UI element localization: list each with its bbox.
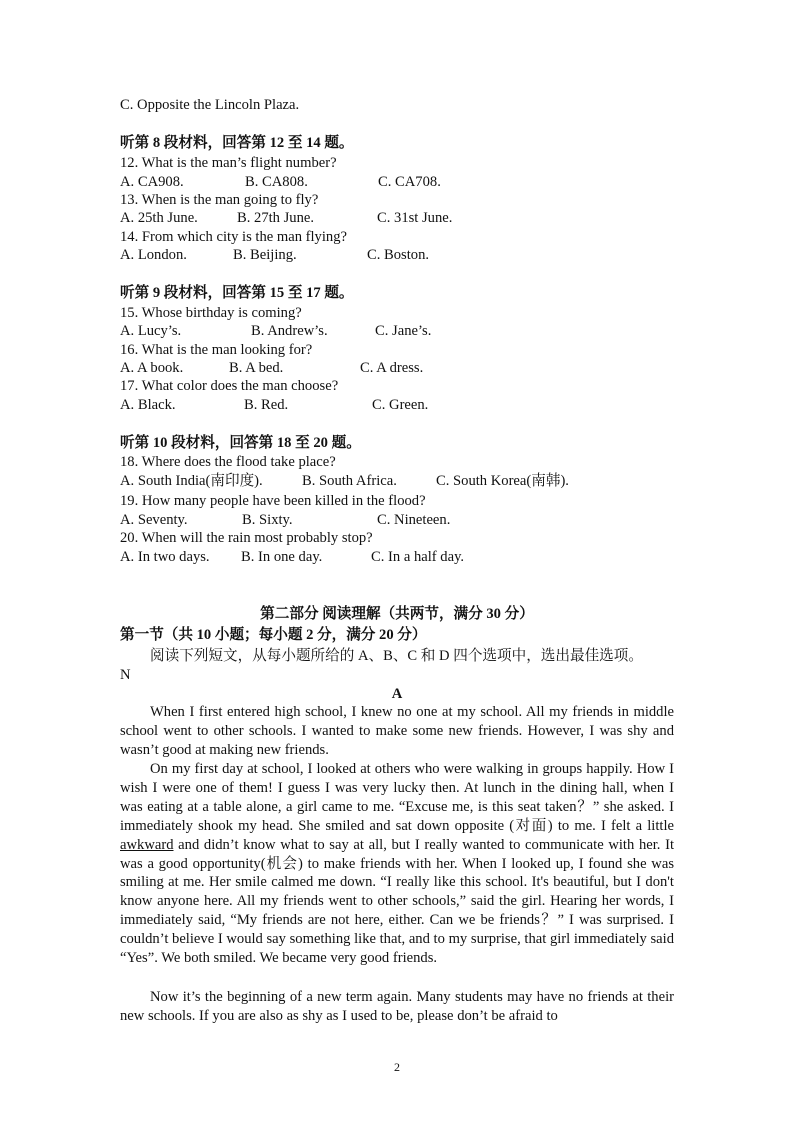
option-c: C. Green. [372, 397, 429, 413]
option-a: A. A book. [120, 360, 184, 376]
passage-paragraph-1 [120, 703, 674, 760]
option-a: A. In two days. [120, 549, 210, 565]
option-a: A. CA908. [120, 174, 184, 190]
option-a: A. London. [120, 247, 187, 263]
option-c: C. Jane’s. [375, 323, 432, 339]
instruction: 阅读下列短文，从每小题所给的 A、B、C 和 D 四个选项中，选出最佳选项。 [150, 648, 643, 664]
option-b: B. A bed. [229, 360, 284, 376]
question-20: 20. When will the rain most probably stop? [120, 530, 373, 546]
option-a: A. South India(南印度). [120, 473, 263, 489]
section-title: 第一节（共 10 小题；每小题 2 分，满分 20 分） [120, 627, 427, 643]
option-c: C. A dress. [360, 360, 424, 376]
option-c: C. South Korea(南韩). [436, 473, 569, 489]
marker: N [120, 667, 131, 683]
question-14: 14. From which city is the man flying? [120, 229, 347, 245]
option-b: B. Red. [244, 397, 289, 413]
question-19: 19. How many people have been killed in the flood? [120, 493, 426, 509]
question-16: 16. What is the man looking for? [120, 342, 313, 358]
paragraph-text: When I first entered high school, I knew no one at my school. All my friends in middle school went to other schools. I wanted to make some new friends. However, I was shy and wasn’t good at making new friends. [120, 704, 674, 758]
question-17: 17. What color does the man choose? [120, 378, 339, 394]
question-12: 12. What is the man’s flight number? [120, 155, 337, 171]
section-header-9: 听第 9 段材料，回答第 15 至 17 题。 [120, 285, 354, 301]
paragraph-text: and didn’t know what to say at all, but I really wanted to communicate with her. It was a good opportunity(机会) to make friends with her. When I looked up, I found she was smiling at me. Her smile calmed me down. “I really like this school. It's beautiful, but I don't know anyone here. All my friends went to other schools,” said the girl. Hearing her words, I immediately said, “My friends are not here, either. Can we be friends？” I was surprised. I couldn’t believe I would say something like that, and to my surprise, that girl immediately said “Yes”. We both smiled. We became very good friends. [120, 836, 674, 967]
section-header-8: 听第 8 段材料，回答第 12 至 14 题。 [120, 135, 354, 151]
option-line: C. Opposite the Lincoln Plaza. [120, 97, 300, 113]
option-a: A. 25th June. [120, 210, 198, 226]
option-c: C. Boston. [367, 247, 430, 263]
underlined-word: awkward [120, 836, 174, 853]
part-title: 第二部分 阅读理解（共两节，满分 30 分） [260, 606, 534, 622]
passage-paragraph-2 [120, 760, 674, 968]
passage-paragraph-3 [120, 988, 674, 1026]
passage-label: A [391, 686, 403, 702]
option-b: B. Beijing. [233, 247, 297, 263]
option-c: C. Nineteen. [377, 512, 451, 528]
option-a: A. Black. [120, 397, 176, 413]
paragraph-text: On my first day at school, I looked at others who were walking in groups happily. How I wish I were one of them! I guess I was very lucky then. At lunch in the dining hall, when I was eating at a table alone, a girl came to me. “Excuse me, is this seat taken？” she asked. I immediately shook my head. She smiled and sat down opposite (对面) to me. I felt a little [120, 761, 674, 834]
option-b: B. In one day. [241, 549, 323, 565]
option-b: B. 27th June. [237, 210, 315, 226]
option-b: B. CA808. [245, 174, 308, 190]
option-b: B. South Africa. [302, 473, 397, 489]
question-13: 13. When is the man going to fly? [120, 192, 319, 208]
page-number: 2 [394, 1060, 400, 1074]
option-b: B. Sixty. [242, 512, 293, 528]
option-c: C. In a half day. [371, 549, 465, 565]
option-a: A. Lucy’s. [120, 323, 182, 339]
section-header-10: 听第 10 段材料，回答第 18 至 20 题。 [120, 435, 361, 451]
paragraph-text: Now it’s the beginning of a new term again. Many students may have no friends at their new schools. If you are also as shy as I used to be, please don’t be afraid to [120, 989, 674, 1024]
option-c: C. CA708. [378, 174, 441, 190]
option-a: A. Seventy. [120, 512, 188, 528]
question-18: 18. Where does the flood take place? [120, 454, 336, 470]
option-b: B. Andrew’s. [251, 323, 328, 339]
option-c: C. 31st June. [377, 210, 453, 226]
question-15: 15. Whose birthday is coming? [120, 305, 302, 321]
